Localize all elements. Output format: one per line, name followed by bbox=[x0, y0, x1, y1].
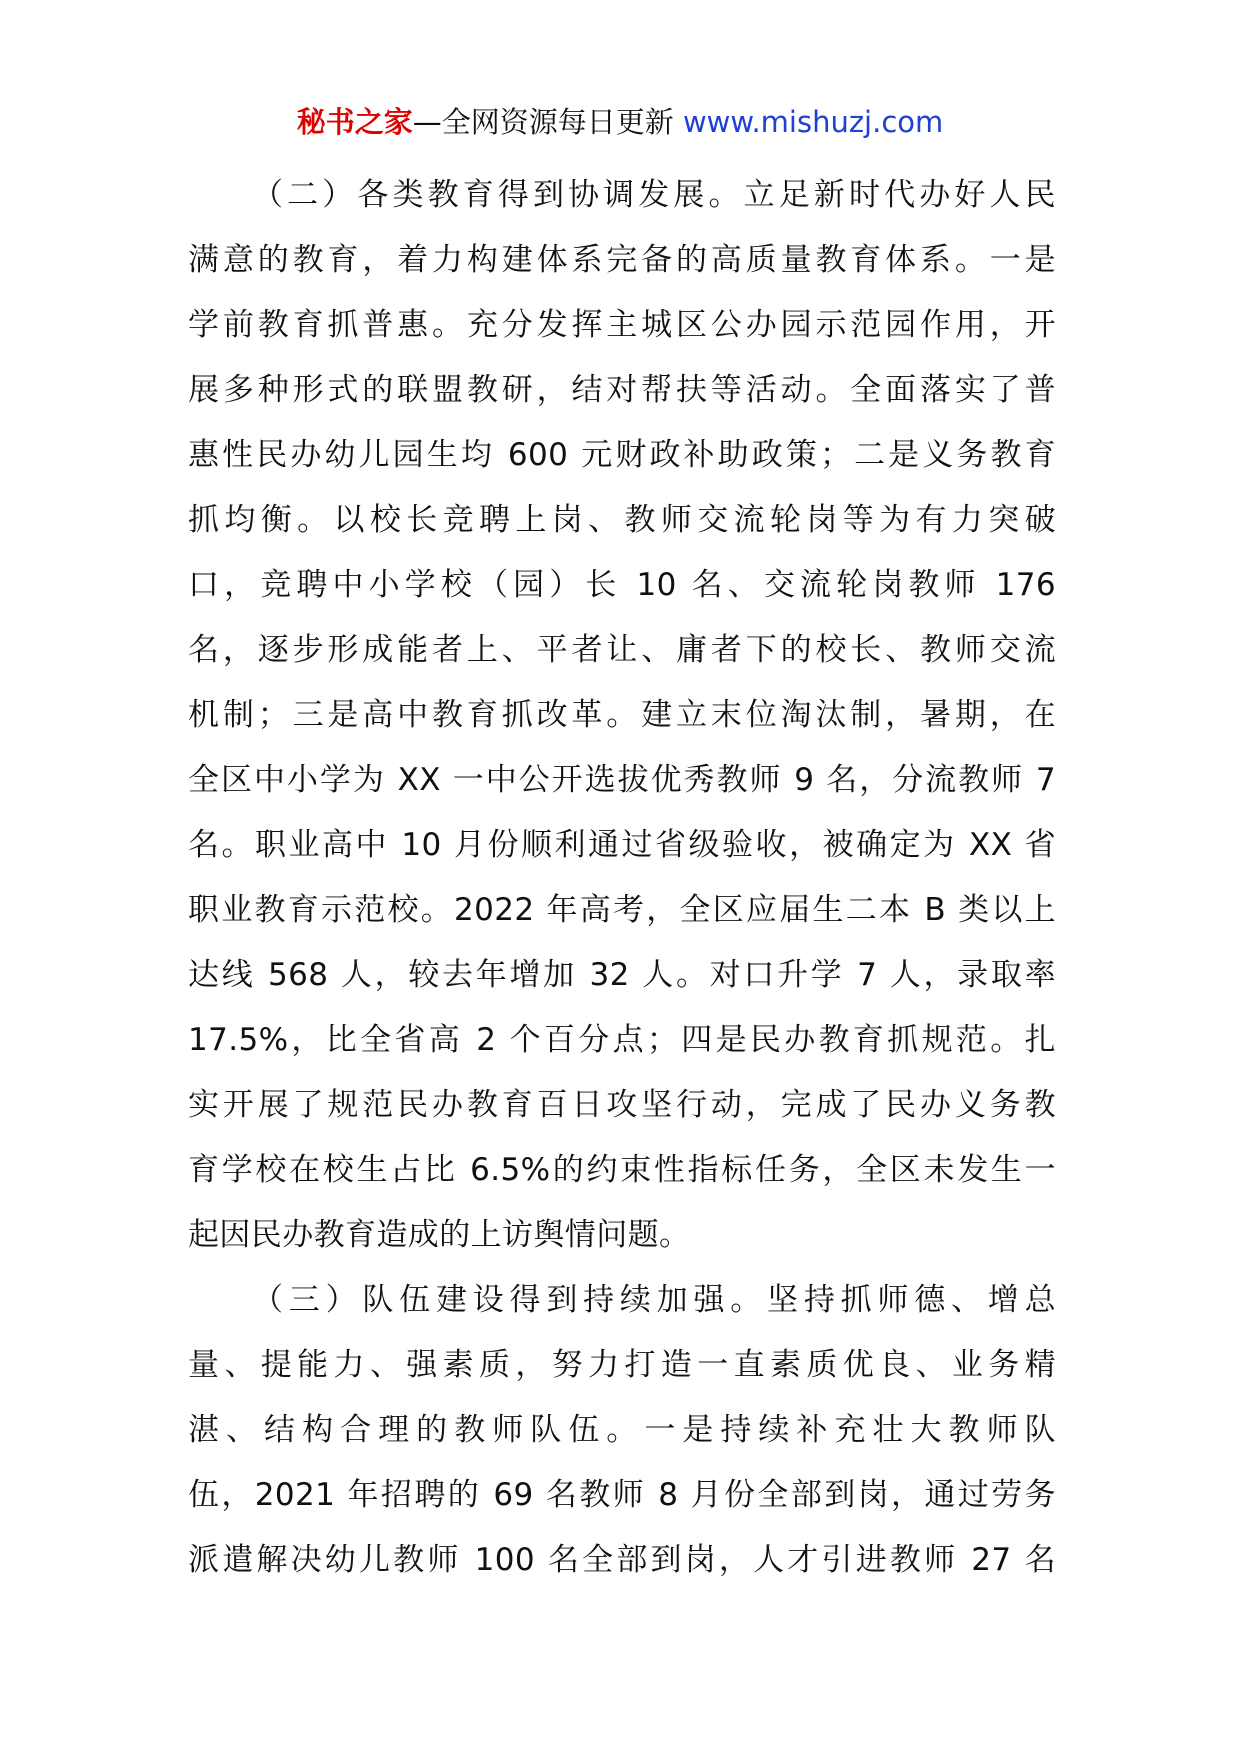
text-line: 湛、结构合理的教师队伍。一是持续补充壮大教师队 bbox=[188, 1412, 1056, 1448]
text-line: 名。职业高中 10 月份顺利通过省级验收，被确定为 XX 省 bbox=[188, 827, 1056, 863]
text-line: 口，竞聘中小学校（园）长 10 名、交流轮岗教师 176 bbox=[188, 567, 1056, 603]
text-line: 名，逐步形成能者上、平者让、庸者下的校长、教师交流 bbox=[188, 632, 1056, 668]
text-line: 起因民办教育造成的上访舆情问题。 bbox=[188, 1217, 691, 1253]
text-line: 17.5%，比全省高 2 个百分点；四是民办教育抓规范。扎 bbox=[188, 1022, 1056, 1058]
text-line: 派遣解决幼儿教师 100 名全部到岗，人才引进教师 27 名 bbox=[188, 1542, 1056, 1578]
text-line: 展多种形式的联盟教研，结对帮扶等活动。全面落实了普 bbox=[188, 372, 1056, 408]
text-line: 职业教育示范校。2022 年高考，全区应届生二本 B 类以上 bbox=[188, 892, 1056, 928]
text-line: 实开展了规范民办教育百日攻坚行动，完成了民办义务教 bbox=[188, 1087, 1056, 1123]
text-line: 全区中小学为 XX 一中公开选拔优秀教师 9 名，分流教师 7 bbox=[188, 762, 1056, 798]
text-line: （二）各类教育得到协调发展。立足新时代办好人民 bbox=[252, 177, 1056, 213]
text-line: 育学校在校生占比 6.5%的约束性指标任务，全区未发生一 bbox=[188, 1152, 1056, 1188]
text-line: 满意的教育，着力构建体系完备的高质量教育体系。一是 bbox=[188, 242, 1056, 278]
paragraph-teacher-team bbox=[188, 1268, 1056, 1593]
paragraph-education-development bbox=[188, 163, 1056, 1268]
text-line: 达线 568 人，较去年增加 32 人。对口升学 7 人，录取率 bbox=[188, 957, 1056, 993]
text-line: 惠性民办幼儿园生均 600 元财政补助政策；二是义务教育 bbox=[188, 437, 1056, 473]
header-tagline: —全网资源每日更新 bbox=[412, 105, 674, 139]
document-body bbox=[188, 163, 1056, 1593]
text-line: （三）队伍建设得到持续加强。坚持抓师德、增总 bbox=[252, 1282, 1056, 1318]
text-line: 伍，2021 年招聘的 69 名教师 8 月份全部到岗，通过劳务 bbox=[188, 1477, 1056, 1513]
text-line: 抓均衡。以校长竞聘上岗、教师交流轮岗等为有力突破 bbox=[188, 502, 1056, 538]
header-brand: 秘书之家 bbox=[296, 105, 413, 139]
text-line: 学前教育抓普惠。充分发挥主城区公办园示范园作用，开 bbox=[188, 307, 1056, 343]
text-line: 机制；三是高中教育抓改革。建立末位淘汰制，暑期，在 bbox=[188, 697, 1056, 733]
page-header bbox=[0, 100, 1240, 144]
text-line: 量、提能力、强素质，努力打造一直素质优良、业务精 bbox=[188, 1347, 1056, 1383]
header-url-link[interactable]: www.mishuzj.com bbox=[682, 105, 944, 139]
